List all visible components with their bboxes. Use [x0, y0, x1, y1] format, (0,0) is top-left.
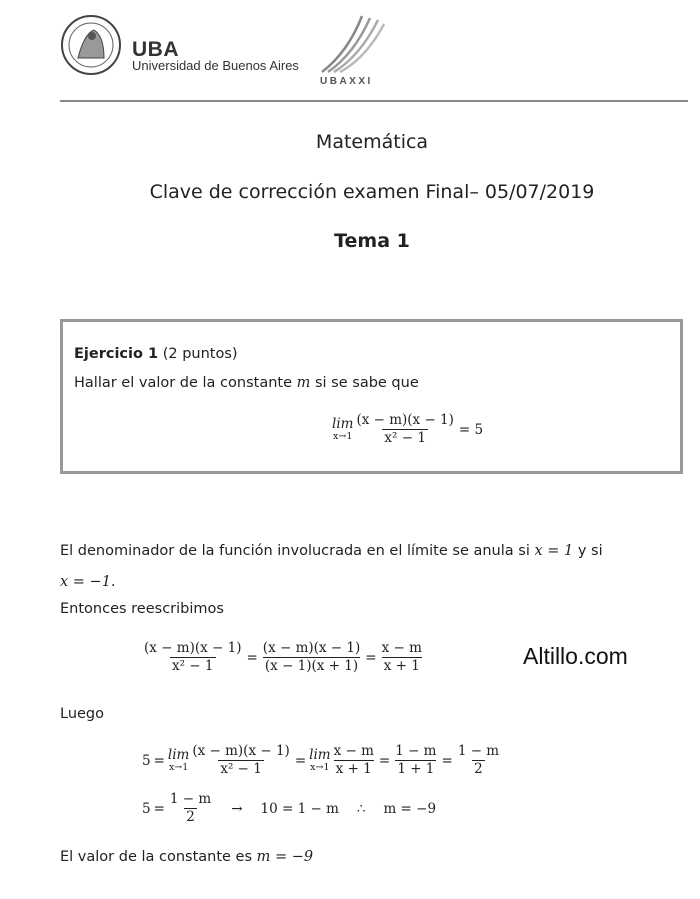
solution-paragraph-2: Entonces reescribimos	[60, 601, 224, 617]
statement-suffix: si se sabe que	[314, 375, 419, 391]
solution-paragraph-1: El denominador de la función involucrada en el límite se anula si x = 1 y si	[60, 543, 603, 559]
uba-logo-text: UBA	[132, 38, 179, 61]
statement-var: m	[296, 375, 311, 391]
solve-equation: 5 = $\frac{1 - m}{2}$ → 10 = 1 − m ∴ m = −9	[142, 791, 437, 825]
solution-condition-2: x = −1.	[60, 574, 116, 590]
exercise-points: (2 puntos)	[162, 346, 238, 362]
limit-fraction: $\frac{(x - m)(x - 1)}{\text{x² − 1}}$	[356, 412, 454, 446]
uba-subtitle: Universidad de Buenos Aires	[132, 58, 299, 73]
limit-operator: lim x→1	[332, 416, 354, 442]
statement-prefix: Hallar el valor de la constante	[74, 375, 293, 391]
exercise-statement	[74, 375, 419, 391]
subject-title: Matemática	[315, 131, 429, 153]
conclusion: El valor de la constante es m = −9	[60, 849, 314, 865]
rewrite-equation: $\frac{(x - m)(x - 1)}{\text{x² − 1}}$ = $\frac{(x - m)(x - 1)}{(x - 1)(x + 1)}$ = $\frac{x - m}{x + 1}$	[144, 640, 422, 674]
exercise-heading	[74, 346, 238, 362]
ubaxxi-logo-text: UBAXXI	[320, 76, 373, 87]
ubaxxi-swoosh-logo	[318, 12, 388, 74]
exercise-limit-equation	[332, 412, 486, 447]
solution-paragraph-3: Luego	[60, 706, 105, 722]
tema-title: Tema 1	[334, 230, 410, 252]
altillo-watermark: Altillo.com	[523, 643, 628, 669]
uba-seal-logo	[60, 14, 122, 76]
exam-title: Clave de corrección examen Final– 05/07/2019	[149, 181, 595, 203]
exercise-label: Ejercicio 1	[74, 346, 159, 362]
header-divider	[60, 100, 688, 102]
limit-result: = 5	[458, 421, 484, 438]
exercise-box	[60, 319, 683, 474]
limit-evaluation-equation: 5 = lim x→1 $\frac{(x - m)(x - 1)}{\text{x² − 1}}$ = lim x→1 $\frac{x - m}{x + 1}$ = $\frac{1 - m}{1 + 1}$ = $\frac{1 - m}{2}$	[142, 743, 500, 777]
